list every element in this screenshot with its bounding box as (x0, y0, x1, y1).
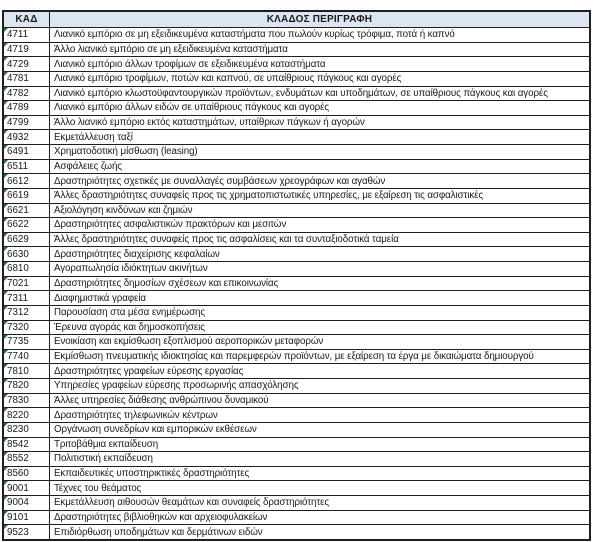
kad-cell[interactable] (3, 276, 50, 291)
description-value: Ασφάλειες ζωής (54, 160, 122, 172)
description-cell[interactable] (50, 408, 591, 423)
kad-value: 6810 (7, 263, 29, 275)
description-value: Δραστηριότητες βιβλιοθηκών και αρχειοφυλακείων (54, 511, 268, 523)
kad-value: 8230 (7, 424, 29, 436)
kad-cell[interactable] (3, 422, 50, 437)
description-cell[interactable] (50, 305, 591, 320)
description-value: Εκμίσθωση πνευματικής ιδιοκτησίας και παρεμφερών προϊόντων, με εξαίρεση τα έργα με δικαιώματα δημιουργού (54, 351, 534, 363)
description-cell[interactable] (50, 422, 591, 437)
description-value: Υπηρεσίες γραφείων εύρεσης προσωρινής απασχόλησης (54, 380, 299, 392)
spreadsheet-area (2, 10, 591, 541)
number-stored-as-text-flag-icon (4, 72, 8, 76)
number-stored-as-text-flag-icon (4, 364, 8, 368)
number-stored-as-text-flag-icon (4, 130, 8, 134)
number-stored-as-text-flag-icon (4, 87, 8, 91)
kad-value: 4711 (7, 29, 29, 41)
description-value: Λιανικό εμπόριο άλλων τροφίμων σε εξειδικευμένα καταστήματα (54, 58, 326, 70)
description-value: Άλλες δραστηριότητες συναφείς προς τις χρηματοπιστωτικές υπηρεσίες, με εξαίρεση τις ασφαλιστικές (54, 190, 484, 202)
description-value: Δραστηριότητες τηλεφωνικών κέντρων (54, 409, 218, 421)
number-stored-as-text-flag-icon (4, 379, 8, 383)
table-row (3, 218, 590, 233)
kad-value: 6629 (7, 234, 29, 246)
kad-cell[interactable] (3, 188, 50, 203)
description-value: Τέχνες του θεάματος (54, 482, 142, 494)
description-cell[interactable] (50, 232, 591, 247)
header-row (3, 11, 590, 28)
table-row (3, 28, 590, 43)
kad-cell[interactable] (3, 525, 50, 540)
description-value: Άλλες υπηρεσίες διάθεσης ανθρώπινου δυναμικού (54, 394, 269, 406)
description-value: Εκμετάλλευση ταξί (54, 131, 133, 143)
kad-value: 7830 (7, 394, 29, 406)
header-cell-description[interactable]: ΚΛΑΔΟΣ ΠΕΡΙΓΡΑΦΗ (50, 11, 591, 28)
table-row (3, 262, 590, 277)
description-value: Δραστηριότητες σχετικές με συναλλαγές συμβάσεων χρεογράφων και αγαθών (54, 175, 386, 187)
description-cell[interactable] (50, 57, 591, 72)
kad-cell[interactable] (3, 510, 50, 525)
description-cell[interactable] (50, 86, 591, 101)
kad-value: 4781 (7, 73, 29, 85)
kad-value: 9001 (7, 482, 29, 494)
table-row (3, 437, 590, 452)
kad-value: 6622 (7, 219, 29, 231)
kad-value: 8220 (7, 409, 29, 421)
kad-cell[interactable] (3, 320, 50, 335)
description-value: Λιανικό εμπόριο σε μη εξειδικευμένα καταστήματα που πωλούν κυρίως τρόφιμα, ποτά ή καπνό (54, 29, 455, 41)
table-row (3, 393, 590, 408)
table-row (3, 496, 590, 511)
number-stored-as-text-flag-icon (4, 511, 8, 515)
description-value: Λιανικό εμπόριο κλωστοϋφαντουργικών προϊόντων, ενδυμάτων και υποδημάτων, σε υπαίθριους πάγκους και αγορές (54, 87, 548, 99)
table-row (3, 130, 590, 145)
kad-cell[interactable] (3, 452, 50, 467)
table-row (3, 159, 590, 174)
kad-value: 7810 (7, 365, 29, 377)
kad-value: 9004 (7, 497, 29, 509)
description-value: Διαφημιστικά γραφεία (54, 292, 146, 304)
description-value: Δραστηριότητες γραφείων εύρεσης εργασίας (54, 365, 244, 377)
kad-value: 8542 (7, 438, 29, 450)
number-stored-as-text-flag-icon (4, 481, 8, 485)
table-row (3, 525, 590, 540)
kad-cell[interactable] (3, 145, 50, 160)
description-cell[interactable] (50, 466, 591, 481)
description-cell[interactable] (50, 276, 591, 291)
kad-cell[interactable] (3, 466, 50, 481)
number-stored-as-text-flag-icon (4, 43, 8, 47)
kad-cell[interactable] (3, 57, 50, 72)
description-value: Εκμετάλλευση αιθουσών θεαμάτων και συναφείς δραστηριότητες (54, 497, 330, 509)
description-cell[interactable] (50, 101, 591, 116)
kad-value: 7320 (7, 321, 29, 333)
table-row (3, 101, 590, 116)
kad-cell[interactable] (3, 115, 50, 130)
table-row (3, 335, 590, 350)
header-cell-kad[interactable]: ΚΑΔ (3, 11, 50, 28)
description-value: Ενοικίαση και εκμίσθωση εξοπλισμού αεροπορικών μεταφορών (54, 336, 324, 348)
number-stored-as-text-flag-icon (4, 496, 8, 500)
kad-value: 7311 (7, 292, 29, 304)
table-row (3, 408, 590, 423)
number-stored-as-text-flag-icon (4, 160, 8, 164)
table-row (3, 86, 590, 101)
number-stored-as-text-flag-icon (4, 394, 8, 398)
table-row (3, 247, 590, 262)
kad-cell[interactable] (3, 203, 50, 218)
kad-cell[interactable] (3, 364, 50, 379)
kad-cell[interactable] (3, 291, 50, 306)
table-row (3, 422, 590, 437)
number-stored-as-text-flag-icon (4, 438, 8, 442)
description-value: Τριτοβάθμια εκπαίδευση (54, 438, 159, 450)
table-row (3, 291, 590, 306)
kad-cell[interactable] (3, 437, 50, 452)
description-value: Πολιτιστική εκπαίδευση (54, 453, 153, 465)
table-row (3, 174, 590, 189)
description-cell[interactable] (50, 335, 591, 350)
table-row (3, 232, 590, 247)
description-value: Δραστηριότητες δημοσίων σχέσεων και επικοινωνίας (54, 277, 279, 289)
description-value: Χρηματοδοτική μίσθωση (leasing) (54, 146, 198, 158)
description-cell[interactable] (50, 481, 591, 496)
number-stored-as-text-flag-icon (4, 262, 8, 266)
number-stored-as-text-flag-icon (4, 218, 8, 222)
description-cell[interactable] (50, 130, 591, 145)
kad-cell[interactable] (3, 262, 50, 277)
kad-value: 6630 (7, 248, 29, 260)
kad-cell[interactable] (3, 174, 50, 189)
number-stored-as-text-flag-icon (4, 101, 8, 105)
kad-cell[interactable] (3, 101, 50, 116)
table-row (3, 57, 590, 72)
table-row (3, 481, 590, 496)
kad-table (2, 10, 591, 541)
table-row (3, 320, 590, 335)
description-value: Οργάνωση συνεδρίων και εμπορικών εκθέσεων (54, 424, 257, 436)
kad-cell[interactable] (3, 86, 50, 101)
description-cell[interactable] (50, 349, 591, 364)
description-cell[interactable] (50, 291, 591, 306)
number-stored-as-text-flag-icon (4, 408, 8, 412)
description-cell[interactable] (50, 28, 591, 43)
description-cell[interactable] (50, 42, 591, 57)
number-stored-as-text-flag-icon (4, 28, 8, 32)
number-stored-as-text-flag-icon (4, 452, 8, 456)
kad-value: 6612 (7, 175, 29, 187)
number-stored-as-text-flag-icon (4, 335, 8, 339)
number-stored-as-text-flag-icon (4, 174, 8, 178)
table-row (3, 452, 590, 467)
number-stored-as-text-flag-icon (4, 467, 8, 471)
kad-cell[interactable] (3, 481, 50, 496)
number-stored-as-text-flag-icon (4, 277, 8, 281)
description-cell[interactable] (50, 174, 591, 189)
description-cell[interactable] (50, 188, 591, 203)
kad-value: 9523 (7, 526, 29, 538)
kad-cell[interactable] (3, 379, 50, 394)
kad-value: 6621 (7, 204, 29, 216)
kad-value: 4932 (7, 131, 29, 143)
table-row (3, 379, 590, 394)
kad-value: 9101 (7, 511, 29, 523)
description-cell[interactable] (50, 145, 591, 160)
kad-value: 7740 (7, 351, 29, 363)
description-value: Αγοραπωλησία ιδιόκτητων ακινήτων (54, 263, 208, 275)
number-stored-as-text-flag-icon (4, 321, 8, 325)
kad-cell[interactable] (3, 130, 50, 145)
number-stored-as-text-flag-icon (4, 525, 8, 529)
description-cell[interactable] (50, 364, 591, 379)
kad-cell[interactable] (3, 159, 50, 174)
table-row (3, 305, 590, 320)
kad-value: 4789 (7, 102, 29, 114)
description-cell[interactable] (50, 71, 591, 86)
number-stored-as-text-flag-icon (4, 145, 8, 149)
description-value: Άλλο λιανικό εμπόριο εκτός καταστημάτων, υπαίθριων πάγκων ή αγορών (54, 117, 365, 129)
number-stored-as-text-flag-icon (4, 247, 8, 251)
description-value: Εκπαιδευτικές υποστηρικτικές δραστηριότητες (54, 468, 250, 480)
description-cell[interactable] (50, 218, 591, 233)
description-cell[interactable] (50, 262, 591, 277)
number-stored-as-text-flag-icon (4, 291, 8, 295)
kad-value: 7312 (7, 307, 29, 319)
description-cell[interactable] (50, 510, 591, 525)
description-value: Άλλες δραστηριότητες συναφείς προς τις ασφαλίσεις και τα συνταξιοδοτικά ταμεία (54, 234, 399, 246)
kad-cell[interactable] (3, 28, 50, 43)
kad-value: 6491 (7, 146, 29, 158)
kad-cell[interactable] (3, 71, 50, 86)
number-stored-as-text-flag-icon (4, 116, 8, 120)
description-value: Δραστηριότητες διαχείρισης κεφαλαίων (54, 248, 220, 260)
table-row (3, 203, 590, 218)
kad-cell[interactable] (3, 393, 50, 408)
kad-value: 6511 (7, 160, 29, 172)
kad-cell[interactable] (3, 335, 50, 350)
table-body (3, 28, 590, 541)
kad-cell[interactable] (3, 232, 50, 247)
description-cell[interactable] (50, 452, 591, 467)
table-row (3, 145, 590, 160)
table-row (3, 115, 590, 130)
description-cell[interactable] (50, 496, 591, 511)
description-value: Αξιολόγηση κινδύνων και ζημιών (54, 204, 193, 216)
kad-value: 4719 (7, 43, 29, 55)
description-cell[interactable] (50, 525, 591, 540)
number-stored-as-text-flag-icon (4, 189, 8, 193)
number-stored-as-text-flag-icon (4, 423, 8, 427)
description-cell[interactable] (50, 115, 591, 130)
kad-value: 8560 (7, 468, 29, 480)
kad-value: 7820 (7, 380, 29, 392)
table-row (3, 71, 590, 86)
number-stored-as-text-flag-icon (4, 306, 8, 310)
kad-value: 7021 (7, 277, 29, 289)
kad-cell[interactable] (3, 247, 50, 262)
table-row (3, 510, 590, 525)
description-value: Δραστηριότητες ασφαλιστικών πρακτόρων και μεσιτών (54, 219, 287, 231)
table-row (3, 276, 590, 291)
number-stored-as-text-flag-icon (4, 204, 8, 208)
table-row (3, 466, 590, 481)
description-cell[interactable] (50, 393, 591, 408)
number-stored-as-text-flag-icon (4, 350, 8, 354)
description-value: Έρευνα αγοράς και δημοσκοπήσεις (54, 321, 205, 333)
kad-cell[interactable] (3, 496, 50, 511)
kad-value: 8552 (7, 453, 29, 465)
kad-value: 4799 (7, 117, 29, 129)
kad-value: 7735 (7, 336, 29, 348)
description-value: Παρουσίαση στα μέσα ενημέρωσης (54, 307, 205, 319)
description-cell[interactable] (50, 159, 591, 174)
table-row (3, 364, 590, 379)
kad-cell[interactable] (3, 408, 50, 423)
kad-cell[interactable] (3, 218, 50, 233)
kad-value: 4729 (7, 58, 29, 70)
description-value: Λιανικό εμπόριο άλλων ειδών σε υπαίθριους πάγκους και αγορές (54, 102, 330, 114)
description-value: Λιανικό εμπόριο τροφίμων, ποτών και καπνού, σε υπαίθριους πάγκους και αγορές (54, 73, 402, 85)
kad-cell[interactable] (3, 305, 50, 320)
description-value: Άλλο λιανικό εμπόριο σε μη εξειδικευμένα καταστήματα (54, 43, 288, 55)
description-cell[interactable] (50, 320, 591, 335)
kad-value: 6619 (7, 190, 29, 202)
description-cell[interactable] (50, 247, 591, 262)
table-row (3, 42, 590, 57)
kad-cell[interactable] (3, 42, 50, 57)
description-value: Επιδιόρθωση υποδημάτων και δερμάτινων ειδών (54, 526, 263, 538)
number-stored-as-text-flag-icon (4, 57, 8, 61)
kad-cell[interactable] (3, 349, 50, 364)
description-cell[interactable] (50, 379, 591, 394)
description-cell[interactable] (50, 437, 591, 452)
table-row (3, 188, 590, 203)
number-stored-as-text-flag-icon (4, 233, 8, 237)
description-cell[interactable] (50, 203, 591, 218)
kad-value: 4782 (7, 87, 29, 99)
table-row (3, 349, 590, 364)
